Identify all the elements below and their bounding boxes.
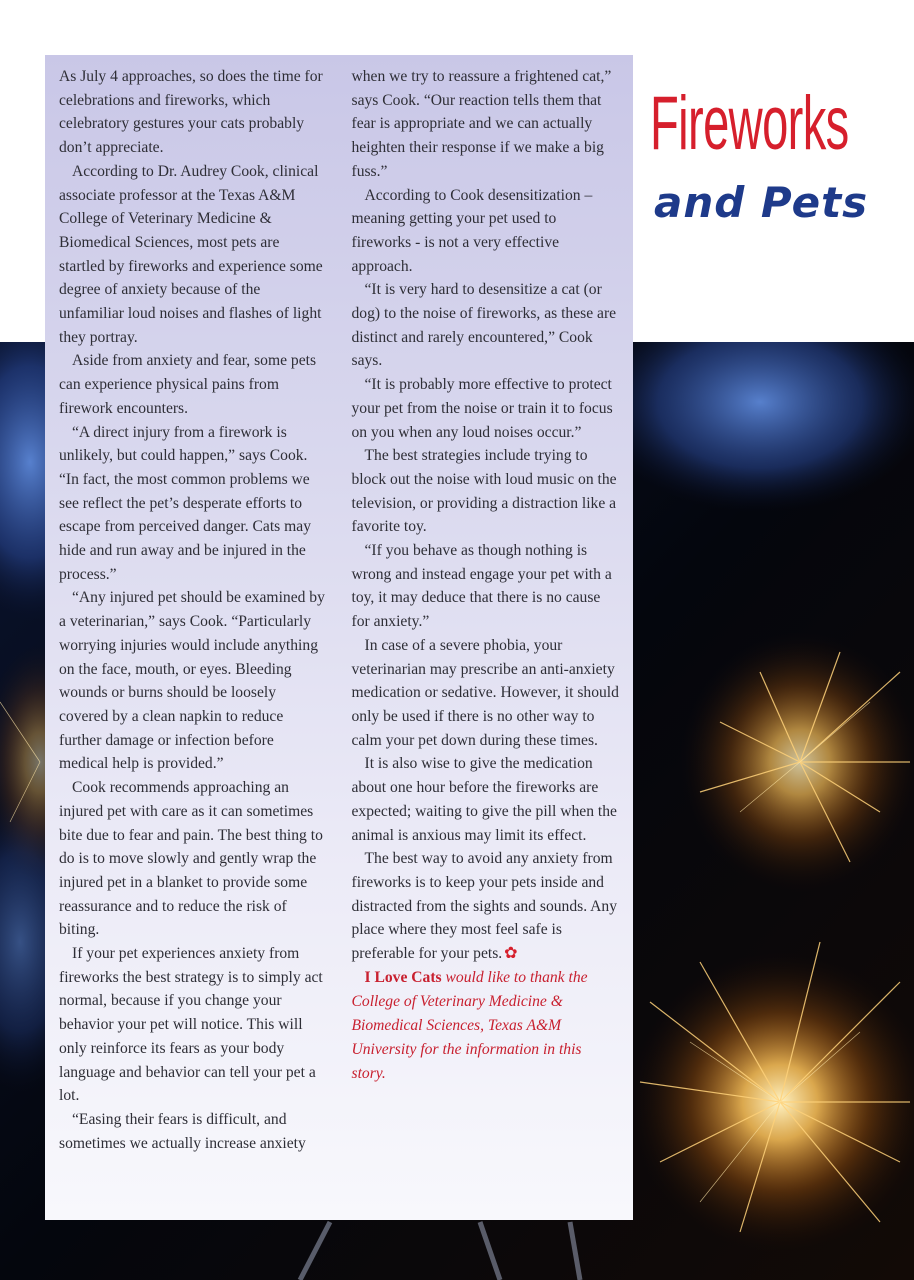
paragraph: when we try to reassure a frightened cat,” says Cook. “Our reaction tells them that fear is appropriate and we can actually heighten their response if we make a big fuss.” xyxy=(351,68,612,180)
paragraph: “Any injured pet should be examined by a veterinarian,” says Cook. “Particularly worrying injuries would include anything on the face, mouth, or eyes. Bleeding wounds or burns should be loosely covered by a clean napkin to reduce further damage or infection before medical help is provided.” xyxy=(59,589,325,773)
paragraph: “It is very hard to desensitize a cat (or dog) to the noise of fireworks, as these are distinct and rarely encountered,” Cook says. xyxy=(351,281,617,370)
paragraph: According to Dr. Audrey Cook, clinical associate professor at the Texas A&M College of Veterinary Medicine & Biomedical Sciences, most pets are startled by fireworks and experience some degree of anxiety because of the unfamiliar loud noises and flashes of light they portray. xyxy=(59,162,323,346)
closing-text: The best way to avoid any anxiety from fireworks is to keep your pets inside and distracted from the sights and sounds. Any place where they most feel safe is preferable for your pets. xyxy=(351,850,617,963)
paragraph: Aside from anxiety and fear, some pets can experience physical pains from firework encounters. xyxy=(59,352,317,417)
credit-note xyxy=(352,966,620,1086)
paragraph: In case of a severe phobia, your veterinarian may prescribe an anti-anxiety medication or sedative. However, it should only be used if there is no other way to calm your pet down during these times. xyxy=(351,636,619,749)
page-title: Fireworks xyxy=(650,81,849,166)
closing-paragraph xyxy=(352,847,620,966)
title-block xyxy=(634,80,914,250)
column-right xyxy=(352,65,620,1155)
paragraph: If your pet experiences anxiety from fireworks the best strategy is to simply act normal, because if you change your behavior your pet will notice. This will only reinforce its fears as your body language and behavior can tell your pet a lot. xyxy=(59,945,323,1105)
paragraph: It is also wise to give the medication about one hour before the fireworks are expected; waiting to give the pill when the animal is anxious may limit its effect. xyxy=(351,755,617,844)
paragraph: “It is probably more effective to protect your pet from the noise or train it to focus on you when any loud noises occur.” xyxy=(351,376,613,441)
column-left xyxy=(59,65,327,1155)
credit-text: would like to thank the College of Veterinary Medicine & Biomedical Sciences, Texas A&M University for the information in this story. xyxy=(351,968,588,1082)
paragraph: According to Cook desensitization – meaning getting your pet used to fireworks - is not a very effective approach. xyxy=(351,186,593,275)
paragraph: “Easing their fears is difficult, and sometimes we actually increase anxiety xyxy=(59,1110,306,1152)
paragraph: The best strategies include trying to block out the noise with loud music on the television, or providing a distraction like a favorite toy. xyxy=(351,447,617,536)
page-subtitle: and Pets xyxy=(654,178,869,227)
paw-icon: ✿ xyxy=(504,945,518,963)
paragraph: As July 4 approaches, so does the time for celebrations and fireworks, which celebratory gestures your cats probably don’t appreciate. xyxy=(59,68,323,157)
paragraph: “A direct injury from a firework is unlikely, but could happen,” says Cook. “In fact, the most common problems we see reflect the pet’s desperate efforts to escape from perceived danger. Cats may hide and run away and be injured in the process.” xyxy=(59,423,311,583)
paragraph: “If you behave as though nothing is wrong and instead engage your pet with a toy, it may deduce that there is no cause for anxiety.” xyxy=(351,542,612,631)
article-columns xyxy=(59,65,619,1155)
article-panel xyxy=(45,55,633,1220)
paragraph: Cook recommends approaching an injured pet with care as it can sometimes bite due to fear and pain. The best thing to do is to move slowly and gently wrap the injured pet in a blanket to provide some reassurance and to reduce the risk of biting. xyxy=(59,779,323,939)
credit-brand: I Love Cats xyxy=(364,968,442,986)
